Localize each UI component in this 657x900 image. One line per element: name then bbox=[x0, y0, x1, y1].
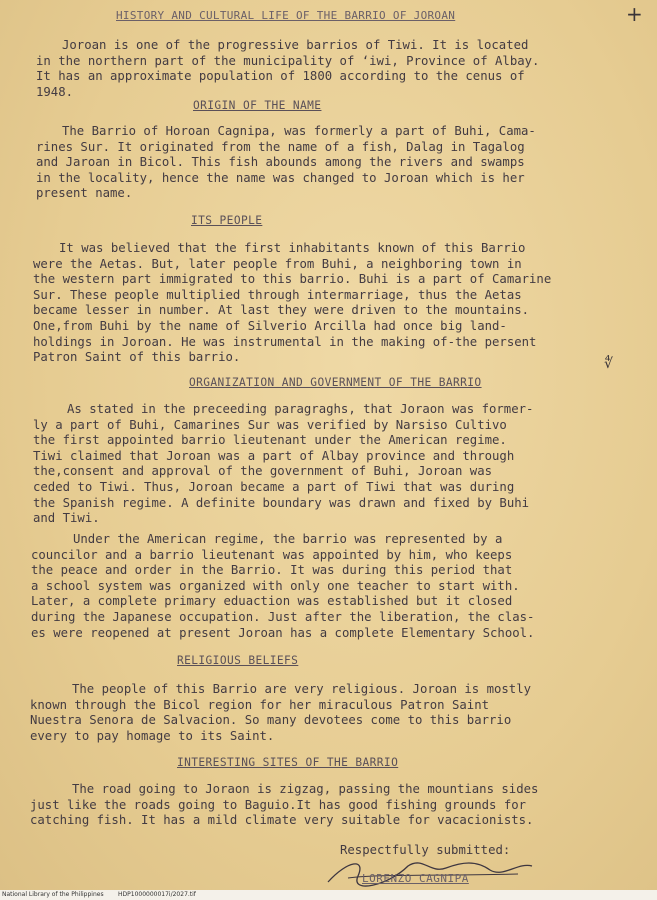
footer-library: National Library of the Philippines bbox=[2, 891, 104, 898]
section-heading-sites: INTERESTING SITES OF THE BARRIO bbox=[177, 756, 399, 769]
text-line: the Spanish regime. A definite boundary was drawn and fixed by Buhi bbox=[33, 495, 530, 510]
section-heading-organization: ORGANIZATION AND GOVERNMENT OF THE BARRIO bbox=[189, 376, 482, 389]
text-line: Patron Saint of this barrio. bbox=[33, 350, 241, 365]
intro-paragraph bbox=[36, 38, 539, 100]
people-paragraph bbox=[33, 241, 551, 366]
text-line: and Jaroan in Bicol. This fish abounds among the rivers and swamps bbox=[36, 155, 525, 170]
signatory-name: LORENZO CAGNIPA bbox=[362, 872, 469, 885]
text-line: became lesser in number. At last they were driven to the mountains. bbox=[33, 303, 530, 318]
text-line: catching fish. It has a mild climate very suitable for vacacionists. bbox=[30, 813, 534, 828]
organization-paragraph-1 bbox=[33, 402, 533, 527]
text-line: just like the roads going to Baguio.It has good fishing grounds for bbox=[30, 797, 527, 812]
section-heading-origin: ORIGIN OF THE NAME bbox=[193, 99, 322, 112]
text-line: Joroan is one of the progressive barrios of Tiwi. It is located bbox=[62, 38, 529, 52]
text-line: rines Sur. It originated from the name of a fish, Dalag in Tagalog bbox=[36, 139, 525, 154]
sites-paragraph bbox=[30, 782, 538, 829]
section-heading-people: ITS PEOPLE bbox=[191, 214, 263, 227]
text-line: known through the Bicol region for her miraculous Patron Saint bbox=[30, 697, 490, 712]
text-line: the peace and order in the Barrio. It was during this period that bbox=[31, 563, 513, 578]
text-line: The people of this Barrio are very religious. Joroan is mostly bbox=[72, 682, 532, 696]
text-line: councilor and a barrio lieutenant was appointed by him, who keeps bbox=[31, 547, 513, 562]
text-line: It has an approximate population of 1800 according to the cenus of bbox=[36, 69, 525, 84]
text-line: As stated in the preceeding paragraghs, that Joraon was former- bbox=[67, 402, 534, 416]
text-line: and Tiwi. bbox=[33, 511, 100, 526]
text-line: One,from Buhi by the name of Silverio Arcilla had once big land- bbox=[33, 318, 507, 333]
margin-mark: ∜ bbox=[604, 356, 613, 372]
text-line: es were reopened at present Joroan has a complete Elementary School. bbox=[31, 625, 535, 640]
text-line: every to pay homage to its Saint. bbox=[30, 728, 275, 743]
text-line: during the Japanese occupation. Just after the liberation, the clas- bbox=[31, 609, 535, 624]
closing-line: Respectfully submitted: bbox=[340, 843, 511, 857]
text-line: the first appointed barrio lieutenant under the American regime. bbox=[33, 433, 507, 448]
archive-footer bbox=[0, 890, 657, 900]
corner-mark: + bbox=[626, 2, 643, 26]
text-line: Nuestra Senora de Salvacion. So many devotees come to this barrio bbox=[30, 713, 512, 728]
text-line: It was believed that the first inhabitants known of this Barrio bbox=[59, 241, 526, 255]
text-line: present name. bbox=[36, 186, 133, 201]
text-line: ceded to Tiwi. Thus, Joroan became a part of Tiwi that was during bbox=[33, 479, 515, 494]
text-line: a school system was organized with only one teacher to start with. bbox=[31, 578, 520, 593]
text-line: holdings in Joroan. He was instrumental in the making of-the persent bbox=[33, 334, 537, 349]
religious-paragraph bbox=[30, 682, 531, 744]
text-line: Under the American regime, the barrio was represented by a bbox=[73, 532, 503, 546]
text-line: ly a part of Buhi, Camarines Sur was verified by Narsiso Cultivo bbox=[33, 417, 507, 432]
text-line: Later, a complete primary eduaction was established but it closed bbox=[31, 594, 513, 609]
text-line: were the Aetas. But, later people from Buhi, a neighboring town in bbox=[33, 256, 522, 271]
text-line: in the locality, hence the name was changed to Joroan which is her bbox=[36, 170, 525, 185]
text-line: the,consent and approval of the government of Buhi, Joroan was bbox=[33, 464, 493, 479]
document-title: HISTORY AND CULTURAL LIFE OF THE BARRIO OF JOROAN bbox=[116, 9, 456, 22]
organization-paragraph-2 bbox=[31, 532, 534, 641]
text-line: Tiwi claimed that Joroan was a part of Albay province and through bbox=[33, 448, 515, 463]
text-line: Sur. These people multiplied through intermarriage, thus the Aetas bbox=[33, 287, 522, 302]
text-line: The Barrio of Horoan Cagnipa, was formerly a part of Buhi, Cama- bbox=[62, 124, 536, 138]
text-line: in the northern part of the municipality of ‘iwi, Province of Albay. bbox=[36, 53, 540, 68]
origin-paragraph bbox=[36, 124, 536, 202]
text-line: the western part immigrated to this barrio. Buhi is a part of Camarine bbox=[33, 272, 552, 287]
text-line: 1948. bbox=[36, 84, 74, 99]
section-heading-religious: RELIGIOUS BELIEFS bbox=[177, 654, 299, 667]
text-line: The road going to Joraon is zigzag, passing the mountians sides bbox=[72, 782, 539, 796]
footer-file: HDP1000000017i/2027.tif bbox=[118, 891, 196, 898]
